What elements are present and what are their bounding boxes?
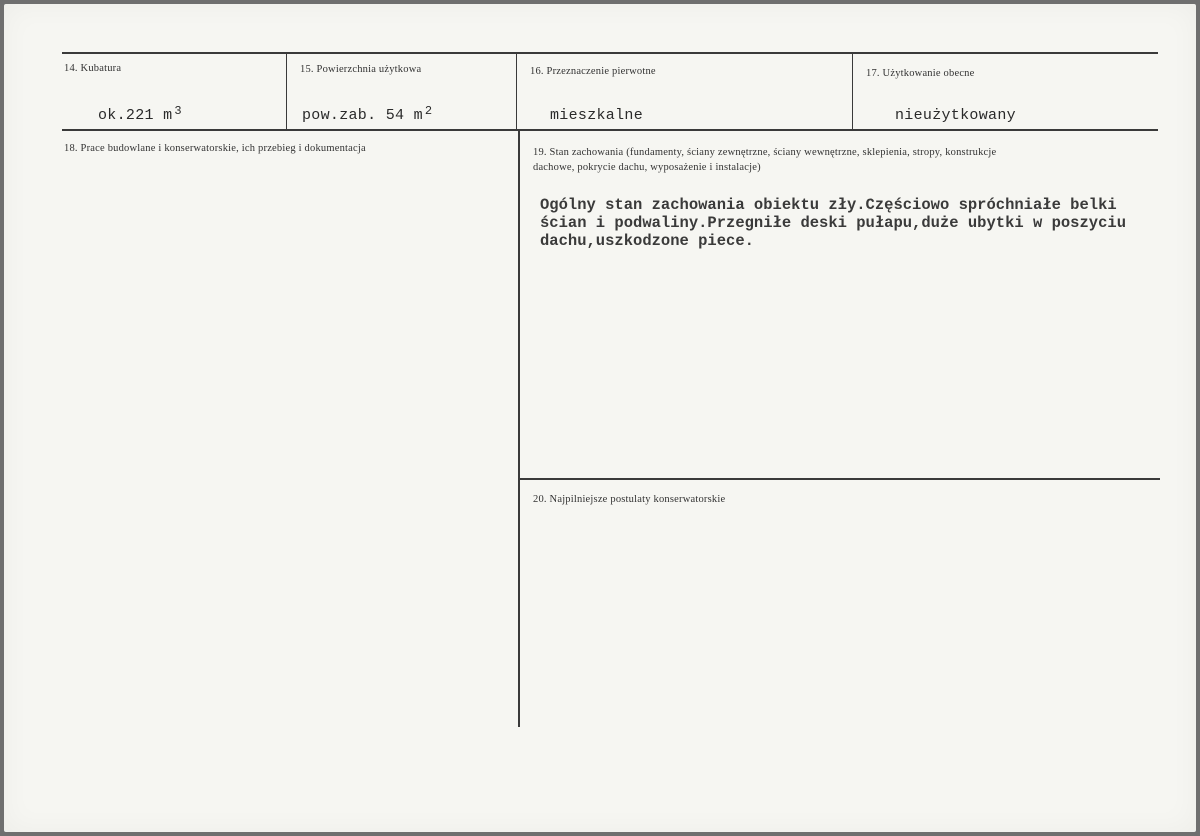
field-19-label xyxy=(533,145,996,175)
field-19-text-line-1: Ogólny stan zachowania obiektu zły.Częściowo spróchniałe belki xyxy=(540,196,1117,214)
field-19-text-line-3: dachu,uszkodzone piece. xyxy=(540,232,754,250)
column-divider-15-16 xyxy=(516,52,517,130)
field-18-label: 18. Prace budowlane i konserwatorskie, ich przebieg i dokumentacja xyxy=(64,143,366,154)
column-divider-14-15 xyxy=(286,52,287,130)
field-17-label: 17. Użytkowanie obecne xyxy=(866,68,975,79)
field-14-value xyxy=(98,104,182,124)
column-divider-18-19 xyxy=(518,131,520,727)
field-20-label: 20. Najpilniejsze postulaty konserwatorskie xyxy=(533,494,726,505)
field-14-label: 14. Kubatura xyxy=(64,63,122,74)
field-19-label-line-1: 19. Stan zachowania (fundamenty, ściany zewnętrzne, ściany wewnętrzne, sklepienia, stropy, konstrukcje xyxy=(533,147,997,158)
header-bottom-rule xyxy=(62,129,1158,131)
field-16-label: 16. Przeznaczenie pierwotne xyxy=(530,66,656,77)
field-16-value: mieszkalne xyxy=(550,107,644,124)
field-15-value-exponent: 2 xyxy=(424,104,433,118)
column-divider-16-17 xyxy=(852,52,853,130)
field-17-value: nieużytkowany xyxy=(895,107,1016,124)
field-19-text-line-2: ścian i podwaliny.Przegniłe deski pułapu,duże ubytki w poszyciu xyxy=(540,214,1126,232)
field-19-label-line-2: dachowe, pokrycie dachu, wyposażenie i instalacje) xyxy=(533,162,761,173)
top-rule xyxy=(62,52,1158,54)
field-14-value-text: ok.221 m xyxy=(98,107,173,124)
section-19-20-divider xyxy=(518,478,1160,480)
field-15-value-text: pow.zab. 54 m xyxy=(302,107,423,124)
field-15-label: 15. Powierzchnia użytkowa xyxy=(300,64,422,75)
field-14-value-exponent: 3 xyxy=(174,104,182,118)
field-15-value xyxy=(302,104,433,124)
